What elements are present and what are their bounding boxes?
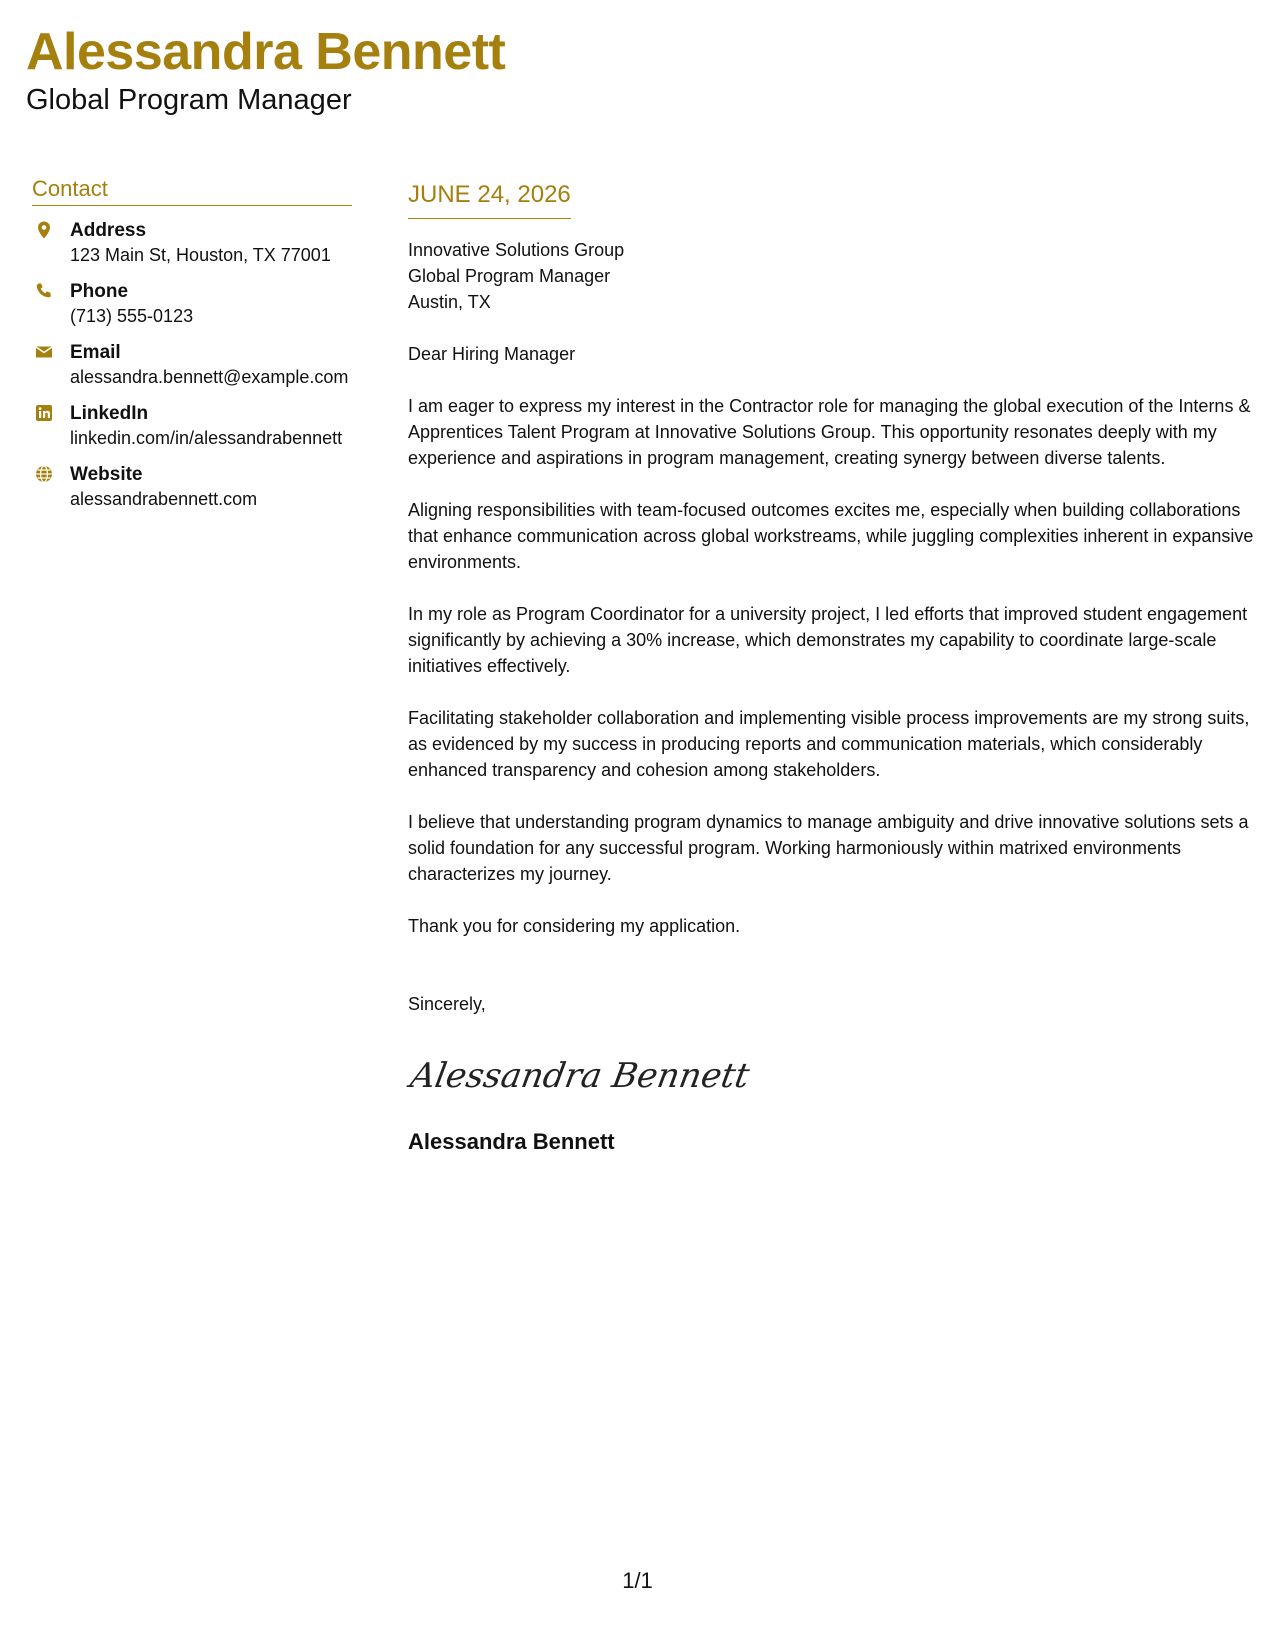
recipient-location: Austin, TX [408, 292, 491, 312]
paragraph: Thank you for considering my application. [408, 916, 741, 936]
page-title: Alessandra Bennett [26, 23, 506, 81]
email-link[interactable]: alessandra.bennett@example.com [70, 367, 349, 387]
signature-image [407, 1047, 753, 1101]
paragraph: I am eager to express my interest in the Contractor role for managing the global execution of the Interns & Apprentices Talent Program at Innovative Solutions Group. This opportunity resonates deeply with my experience and aspirations in program management, creating synergy between diverse talents. [408, 396, 1251, 468]
paragraph: In my role as Program Coordinator for a university project, I led efforts that improved student engagement significantly by achieving a 30% increase, which demonstrates my capability to coordinate large-scale initiatives effectively. [408, 604, 1248, 676]
signer-name: Alessandra Bennett [408, 1129, 615, 1154]
page-number: 1/1 [622, 1568, 653, 1593]
contact-label: LinkedIn [70, 403, 149, 424]
recipient-block [408, 237, 1258, 315]
linkedin-icon [34, 403, 54, 423]
contact-heading: Contact [32, 176, 352, 206]
salutation: Dear Hiring Manager [408, 344, 576, 364]
contact-sidebar [32, 176, 352, 511]
contact-phone [32, 279, 352, 328]
paragraph: Aligning responsibilities with team-focused outcomes excites me, especially when building collaborations that enhance communication across global workstreams, while juggling complexities inherent in expansive environments. [408, 500, 1254, 572]
paragraph: I believe that understanding program dynamics to manage ambiguity and drive innovative solutions sets a solid foundation for any successful program. Working harmoniously within matrixed environments characterizes my journey. [408, 812, 1249, 884]
contact-label: Email [70, 342, 121, 363]
header [26, 22, 505, 118]
website-link[interactable]: alessandrabennett.com [70, 489, 258, 509]
contact-linkedin [32, 401, 352, 450]
address-value: 123 Main St, Houston, TX 77001 [70, 245, 331, 265]
recipient-role: Global Program Manager [408, 266, 611, 286]
signature-text: Alessandra Bennett [407, 1056, 753, 1096]
letter-date: JUNE 24, 2026 [408, 178, 571, 219]
job-title: Global Program Manager [26, 84, 352, 116]
letter-body [408, 178, 1258, 1155]
map-pin-icon [34, 220, 54, 240]
contact-label: Address [70, 220, 147, 241]
globe-icon [34, 464, 54, 484]
envelope-icon [34, 342, 54, 362]
contact-label: Website [70, 464, 143, 485]
linkedin-link[interactable]: linkedin.com/in/alessandrabennett [70, 428, 343, 448]
contact-address [32, 218, 352, 267]
phone-icon [34, 281, 54, 301]
recipient-company: Innovative Solutions Group [408, 240, 625, 260]
contact-label: Phone [70, 281, 129, 302]
paragraph: Facilitating stakeholder collaboration and implementing visible process improvements are my strong suits, as evidenced by my success in producing reports and communication materials, which considerably enhanced transparency and cohesion among stakeholders. [408, 708, 1250, 780]
phone-value[interactable]: (713) 555-0123 [70, 306, 194, 326]
contact-website [32, 462, 352, 511]
closing: Sincerely, [408, 994, 486, 1014]
contact-email [32, 340, 352, 389]
